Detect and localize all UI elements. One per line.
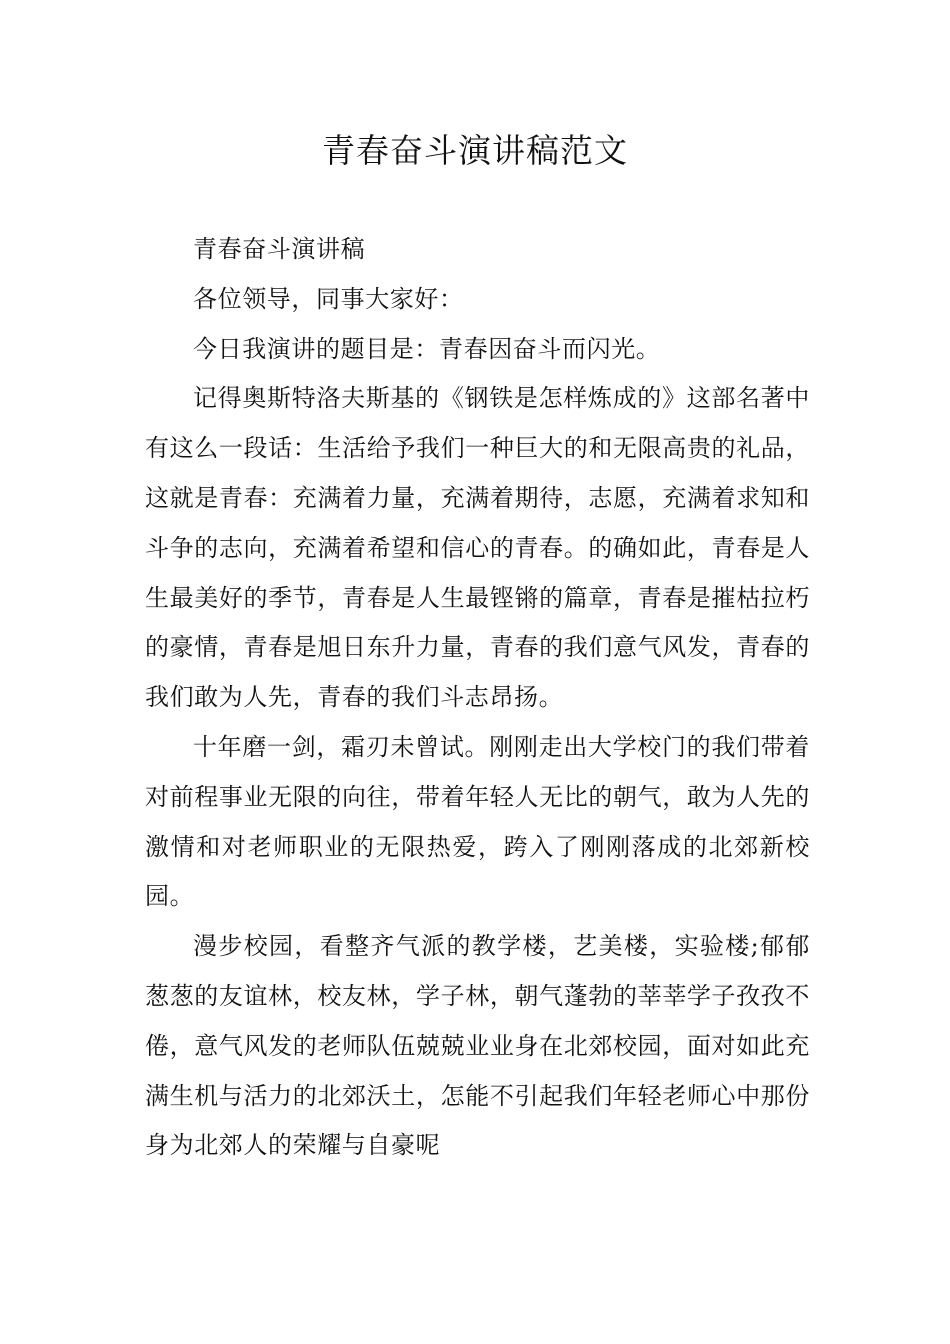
paragraph-speech-heading: 青春奋斗演讲稿 [193,235,366,263]
paragraph-greeting: 各位领导，同事大家好： [193,284,464,313]
paragraph-topic: 今日我演讲的题目是：青春因奋斗而闪光。 [193,334,661,363]
document-body [145,225,810,1171]
paragraph-campus-walk: 漫步校园，看整齐气派的教学楼，艺美楼，实验楼;郁郁葱葱的友谊林，校友林，学子林，朝气蓬勃的莘莘学子孜孜不倦，意气风发的老师队伍兢兢业业身在北郊校园，面对如此充满生机与活力的北郊沃土，怎能不引起我们年轻老师心中那份身为北郊人的荣耀与自豪呢 [145,932,810,1160]
paragraph-youth-quote: 记得奥斯特洛夫斯基的《钢铁是怎样炼成的》这部名著中有这么一段话：生活给予我们一种巨大的和无限高贵的礼品，这就是青春：充满着力量，充满着期待，志愿，充满着求知和斗争的志向，充满着希望和信心的青春。的确如此，青春是人生最美好的季节，青春是人生最铿锵的篇章，青春是摧枯拉朽的豪情，青春是旭日东升力量，青春的我们意气风发，青春的我们敢为人先，青春的我们斗志昂扬。 [145,384,810,712]
paragraph-new-campus: 十年磨一剑，霜刃未曾试。刚刚走出大学校门的我们带着对前程事业无限的向往，带着年轻人无比的朝气，敢为人先的激情和对老师职业的无限热爱，跨入了刚刚落成的北郊新校园。 [145,732,810,911]
document-title: 青春奋斗演讲稿范文 [322,131,628,170]
